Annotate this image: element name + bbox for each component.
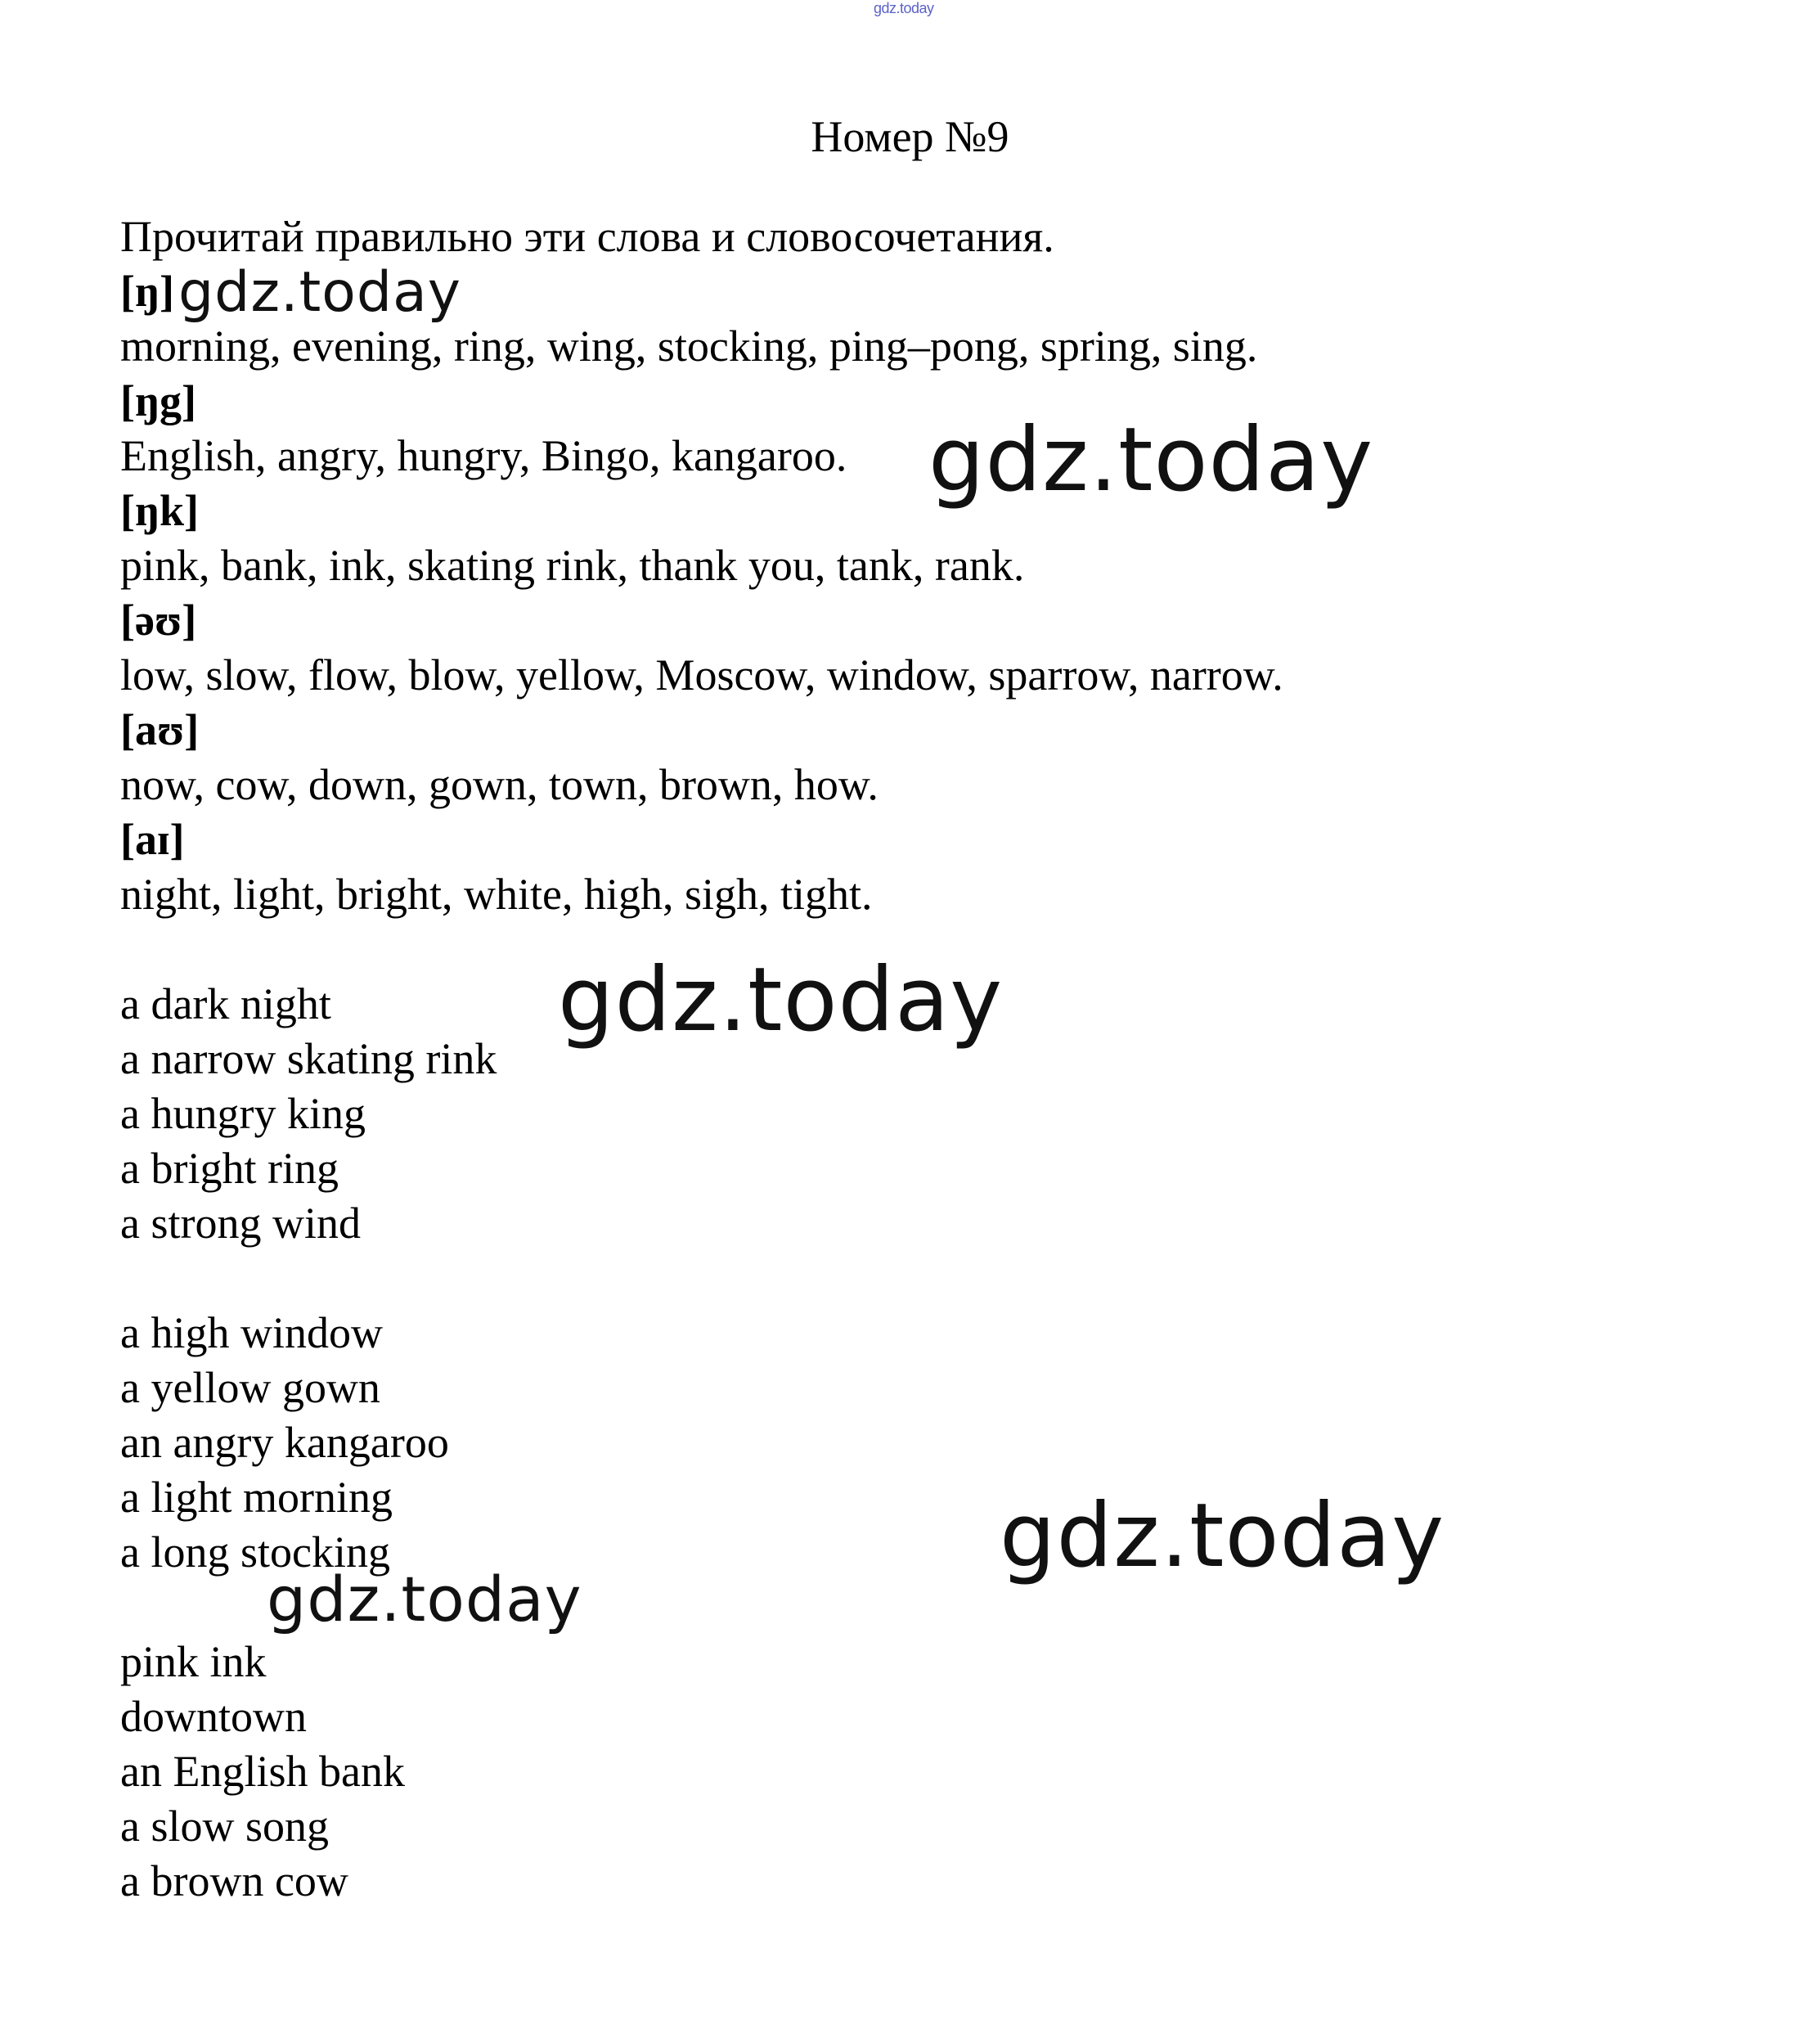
- spacer: [120, 1251, 1674, 1306]
- word-list-ai: night, light, bright, white, high, sigh, tight.: [120, 870, 873, 919]
- watermark: gdz.today: [928, 409, 1374, 511]
- watermark: gdz.today: [558, 949, 1004, 1051]
- sound-label-ou: [əʊ]: [120, 596, 197, 645]
- word-list-ngk: pink, bank, ink, skating rink, thank you, tank, rank.: [120, 541, 1025, 590]
- word-list-ngg: English, angry, hungry, Bingo, kangaroo.: [120, 431, 847, 480]
- phrase-group-3: [120, 1635, 1674, 1909]
- top-watermark: gdz.today: [874, 0, 934, 16]
- watermark: gdz.today: [1000, 1485, 1445, 1587]
- word-list-au: now, cow, down, gown, town, brown, how.: [120, 760, 879, 809]
- phrase-item: a long stocking: [120, 1527, 390, 1577]
- phrase-item: pink ink: [120, 1637, 267, 1686]
- phrase-item: a dark night: [120, 979, 331, 1028]
- phrase-item: a yellow gown: [120, 1363, 380, 1412]
- word-list-ng: morning, evening, ring, wing, stocking, ping–pong, spring, sing.: [120, 322, 1258, 371]
- phrase-item: a brown cow: [120, 1856, 348, 1905]
- phrase-item: a strong wind: [120, 1199, 361, 1248]
- sound-label-ng: [ŋ]: [120, 267, 174, 316]
- phrase-item: a bright ring: [120, 1144, 339, 1193]
- phrase-item: a light morning: [120, 1473, 393, 1522]
- phrase-item: an English bank: [120, 1747, 405, 1796]
- watermark: gdz.today: [178, 260, 461, 325]
- phrase-item: downtown: [120, 1692, 307, 1741]
- sound-label-ngk: [ŋk]: [120, 486, 200, 535]
- instruction: Прочитай правильно эти слова и словосочетания.: [120, 212, 1054, 261]
- sound-label-ai: [aɪ]: [120, 815, 185, 864]
- phrase-item: a narrow skating rink: [120, 1034, 497, 1083]
- phrase-item: a high window: [120, 1308, 383, 1357]
- word-list-ou: low, slow, flow, blow, yellow, Moscow, window, sparrow, narrow.: [120, 650, 1283, 700]
- watermark: gdz.today: [267, 1563, 582, 1635]
- phrase-item: a hungry king: [120, 1089, 366, 1138]
- sound-label-au: [aʊ]: [120, 705, 200, 754]
- phrase-item: a slow song: [120, 1802, 329, 1851]
- sound-label-ngg: [ŋg]: [120, 376, 196, 425]
- document-body: [120, 209, 1674, 1909]
- page-title: Номер №9: [811, 112, 1009, 161]
- phrase-item: an angry kangaroo: [120, 1418, 449, 1467]
